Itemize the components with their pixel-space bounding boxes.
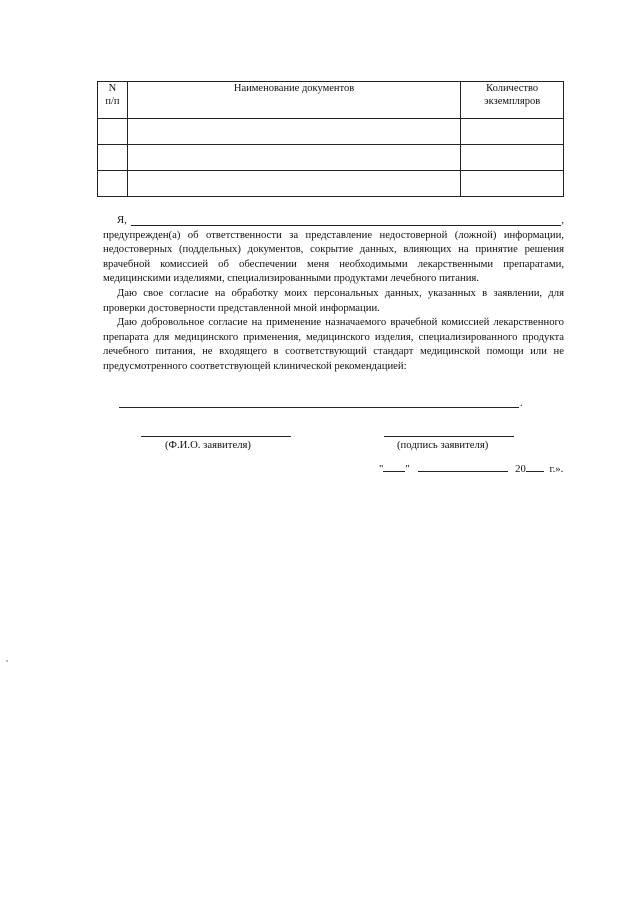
table-cell-quantity[interactable] — [461, 171, 564, 197]
fio-signature-line[interactable] — [141, 436, 291, 437]
personal-data-consent-paragraph: Даю свое согласие на обработку моих персональных данных, указанных в заявлении, для проверки достоверности представленной мной информации. — [103, 286, 564, 314]
header-number — [98, 82, 128, 119]
table-cell-number[interactable] — [98, 171, 128, 197]
treatment-consent-paragraph: Даю добровольное согласие на применение назначаемого врачебной комиссией лекарственного препарата для медицинского применения, медицинского изделия, специализированного продукта лечебного питания, не входящего в соответствующий стандарт медицинской помощи или не предусмотренного соответствующей клинической рекомендацией: — [103, 316, 564, 372]
table-row — [98, 119, 564, 145]
table-cell-quantity[interactable] — [461, 119, 564, 145]
signature-label: (подпись заявителя) — [397, 439, 489, 451]
date-line — [379, 461, 563, 475]
day-field[interactable] — [383, 461, 405, 472]
fio-label: (Ф.И.О. заявителя) — [165, 439, 251, 451]
table-cell-quantity[interactable] — [461, 145, 564, 171]
year-field[interactable] — [526, 461, 544, 472]
header-quantity-line1: Количество — [486, 83, 539, 94]
header-quantity-line2: экземпляров — [484, 96, 541, 107]
ya-label: Я, — [117, 214, 127, 226]
month-field[interactable] — [418, 461, 508, 472]
applicant-name-line — [103, 213, 564, 228]
responsibility-paragraph: предупрежден(а) об ответственности за представление недостоверной (ложной) информации, недостоверных (поддельных) документов, сокрытие данных, влияющих на принятие решения врачебной комиссией об обеспечении меня необходимыми лекарственными препаратами, медицинскими изделиями, специализированными продуктами лечебного питания. — [103, 228, 564, 285]
table-row — [98, 145, 564, 171]
header-quantity — [461, 82, 564, 119]
header-document-name: Наименование документов — [127, 82, 460, 119]
date-quote-close: " — [405, 463, 410, 475]
header-number-line2: п/п — [105, 96, 120, 107]
consent-text — [103, 213, 564, 374]
applicant-name-field[interactable] — [131, 214, 562, 226]
signature-line[interactable] — [384, 436, 514, 437]
date-quote-open: " — [379, 463, 384, 475]
table-cell-number[interactable] — [98, 119, 128, 145]
date-suffix: г.». — [549, 463, 564, 475]
table-cell-name[interactable] — [127, 119, 460, 145]
header-number-line1: N — [108, 83, 117, 94]
table-cell-name[interactable] — [127, 171, 460, 197]
scan-speck — [6, 660, 8, 662]
table-header-row — [98, 82, 564, 119]
table-cell-name[interactable] — [127, 145, 460, 171]
table-row — [98, 171, 564, 197]
documents-table — [97, 81, 564, 197]
table-cell-number[interactable] — [98, 145, 128, 171]
recommendation-line-end: . — [520, 398, 523, 409]
ya-comma: , — [561, 214, 564, 226]
recommendation-fill-line[interactable] — [119, 407, 519, 408]
year-prefix: 20 — [515, 463, 526, 475]
